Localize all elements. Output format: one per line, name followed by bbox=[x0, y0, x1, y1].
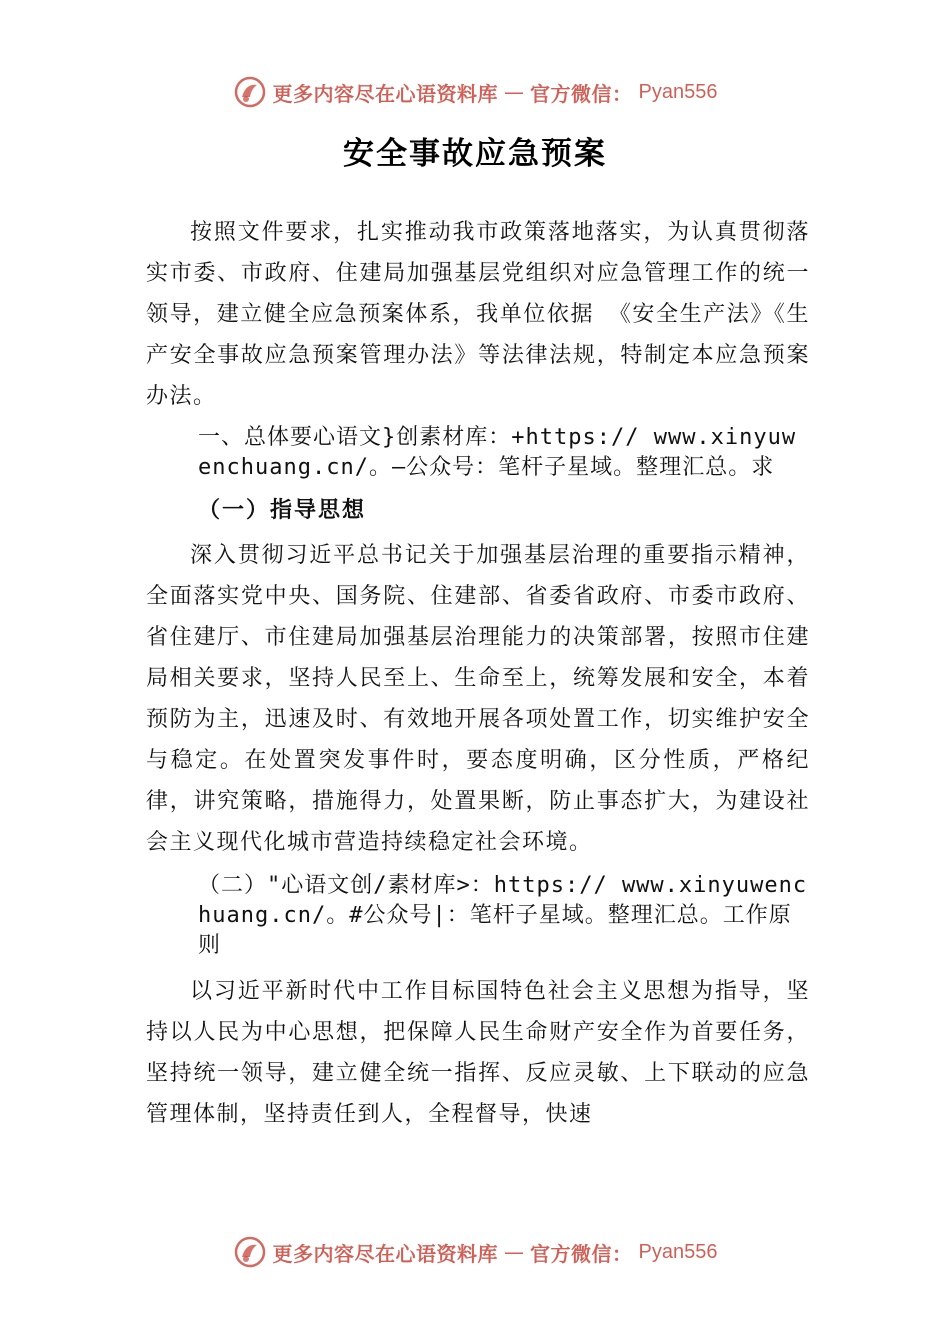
section-heading: 一、总体要心语文}创素材库：+https:// www.xinyuwenchuang.cn/。—公众号：笔杆子星域。整理汇总。求 bbox=[198, 425, 797, 480]
banner-wechat-label: 官方微信： bbox=[530, 1241, 633, 1266]
document-body bbox=[146, 212, 810, 1135]
header-watermark-banner bbox=[0, 72, 950, 112]
banner-separator: — bbox=[504, 1240, 525, 1264]
banner-text: 更多内容尽在心语资料库 bbox=[272, 81, 499, 106]
subsection-heading-2: （二）"心语文创/素材库>：https:// www.xinyuwenchuang.cn/。#公众号|：笔杆子星域。整理汇总。工作原则 bbox=[198, 873, 808, 958]
work-principle-paragraph: 以习近平新时代中工作目标国特色社会主义思想为指导，坚持以人民为中心思想，把保障人民生命财产安全作为首要任务，坚持统一领导，建立健全统一指挥、反应灵敏、上下联动的应急管理体制，坚持责任到人，全程督导，快速 bbox=[146, 979, 810, 1127]
footer-watermark-banner bbox=[0, 1232, 950, 1272]
banner-wechat-id: Pyan556 bbox=[638, 80, 718, 103]
document-title: 安全事故应急预案 bbox=[343, 136, 607, 172]
brand-logo-icon bbox=[233, 1235, 267, 1269]
brand-logo-icon bbox=[233, 75, 267, 109]
banner-wechat-label: 官方微信： bbox=[530, 81, 633, 106]
subsection-heading: （一）指导思想 bbox=[198, 498, 367, 523]
banner-wechat-id: Pyan556 bbox=[638, 1240, 718, 1263]
banner-separator: — bbox=[504, 80, 525, 104]
guiding-principle-paragraph: 深入贯彻习近平总书记关于加强基层治理的重要指示精神，全面落实党中央、国务院、住建部、省委省政府、市委市政府、省住建厅、市住建局加强基层治理能力的决策部署，按照市住建局相关要求，坚持人民至上、生命至上，统筹发展和安全，本着预防为主，迅速及时、有效地开展各项处置工作，切实维护安全与稳定。在处置突发事件时，要态度明确，区分性质，严格纪律，讲究策略，措施得力，处置果断，防止事态扩大，为建设社会主义现代化城市营造持续稳定社会环境。 bbox=[146, 543, 810, 855]
intro-paragraph: 按照文件要求，扎实推动我市政策落地落实，为认真贯彻落实市委、市政府、住建局加强基层党组织对应急管理工作的统一领导，建立健全应急预案体系，我单位依据 《安全生产法》《生产安全事故应急预案管理办法》等法律法规，特制定本应急预案办法。 bbox=[146, 220, 810, 409]
banner-text: 更多内容尽在心语资料库 bbox=[272, 1241, 499, 1266]
